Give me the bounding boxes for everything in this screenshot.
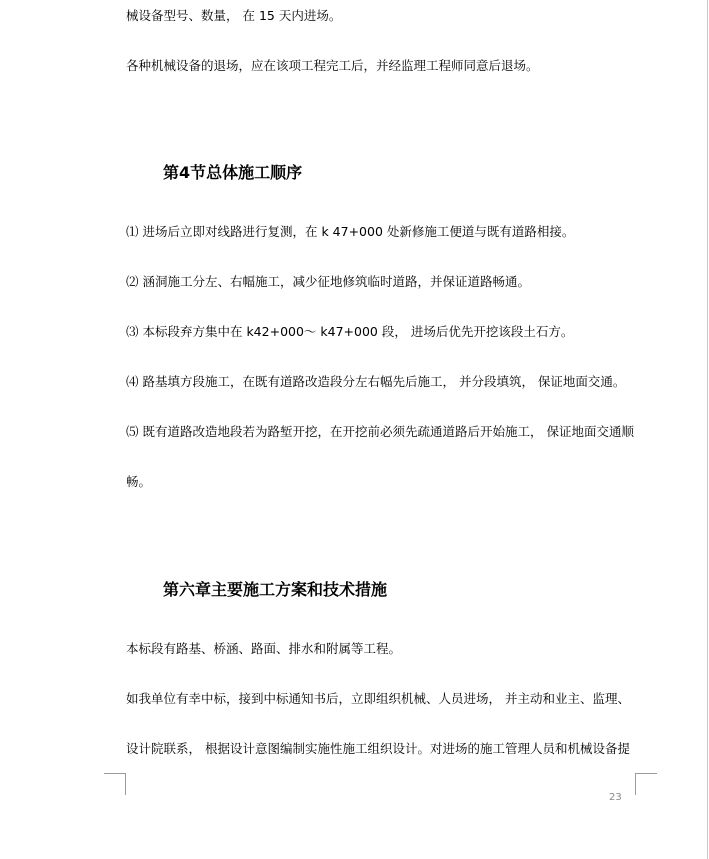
chapter-heading: 第六章主要施工方案和技术措施 <box>163 580 388 599</box>
text-line: 械设备型号、数量， 在 15 天内进场。 <box>126 8 342 23</box>
section-heading: 第4节总体施工顺序 <box>163 163 303 182</box>
page-edge-divider <box>707 0 708 859</box>
page-number: 23 <box>609 792 622 803</box>
text-line: 本标段有路基、桥涵、路面、排水和附属等工程。 <box>126 641 402 656</box>
step-item: ⑷ 路基填方段施工，在既有道路改造段分左右幅先后施工， 并分段填筑， 保证地面交通。 <box>126 374 626 389</box>
text-line: 如我单位有幸中标，接到中标通知书后，立即组织机械、人员进场， 并主动和业主、监理、 <box>126 691 630 706</box>
step-item: ⑶ 本标段弃方集中在 k42+000～ k47+000 段， 进场后优先开挖该段土石方。 <box>126 324 574 339</box>
crop-mark-left <box>104 773 126 795</box>
crop-mark-right <box>635 773 657 795</box>
text-line: 设计院联系， 根据设计意图编制实施性施工组织设计。对进场的施工管理人员和机械设备提 <box>126 741 630 756</box>
step-item-continuation: 畅。 <box>126 474 152 489</box>
step-item: ⑸ 既有道路改造地段若为路堑开挖，在开挖前必须先疏通道路后开始施工， 保证地面交通顺 <box>126 424 634 439</box>
text-line: 各种机械设备的退场，应在该项工程完工后，并经监理工程师同意后退场。 <box>126 58 539 73</box>
step-item: ⑴ 进场后立即对线路进行复测，在 k 47+000 处新修施工便道与既有道路相接。 <box>126 224 575 239</box>
step-item: ⑵ 涵洞施工分左、右幅施工，减少征地修筑临时道路，并保证道路畅通。 <box>126 274 530 289</box>
